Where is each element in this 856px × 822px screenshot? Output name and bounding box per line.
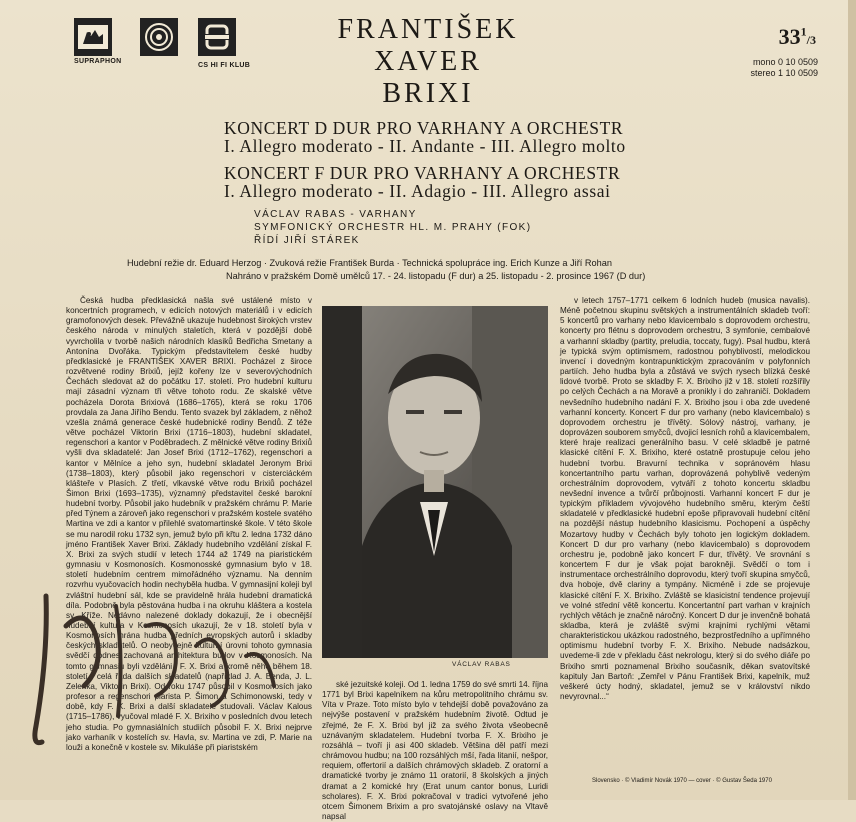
- composer-last-name: BRIXI: [382, 78, 474, 109]
- concert1-title: KONCERT D DUR PRO VARHANY A ORCHESTR: [224, 118, 624, 138]
- notes-middle-column: [322, 680, 548, 822]
- catalog-stereo: stereo 1 10 0509: [750, 68, 818, 78]
- performer-conductor: ŘÍDÍ JIŘÍ STÁREK: [254, 235, 360, 246]
- rpm-speed: $33^1/3$: [778, 24, 816, 49]
- concert2-movements: I. Allegro moderato - II. Adagio - III. Allegro assai: [224, 181, 611, 201]
- notes-right-column: [560, 296, 810, 770]
- notes-left-column: [66, 296, 312, 770]
- performer-photo: [322, 306, 548, 658]
- supraphon-label: SUPRAPHON: [74, 58, 122, 65]
- concert1-movements: I. Allegro moderato - II. Andante - III. Allegro molto: [224, 136, 626, 156]
- production-credits: Hudební režie dr. Eduard Herzog · Zvuková režie František Burda · Technická spolupráce ing. Erich Kunze a Jiří Rohan: [127, 258, 612, 268]
- performer-orchestra: SYMFONICKÝ ORCHESTR HL. M. PRAHY (FOK): [254, 222, 532, 233]
- composer-name: [0, 14, 856, 110]
- performer-soloist: VÁCLAV RABAS - VARHANY: [254, 209, 417, 220]
- composer-middle-name: XAVER: [374, 46, 482, 77]
- catalog-mono: mono 0 10 0509: [752, 57, 818, 67]
- hifi-club-label: CS HI FI KLUB: [198, 62, 251, 69]
- composer-first-name: FRANTIŠEK: [337, 14, 519, 45]
- notes-left-text: Česká hudba předklasická našla své ustálené místo v koncertních programech, v edicích notových materiálů i v edicích gramofonových desek. Převážně ukazuje hudebnost širokých vrstev českého národa v minulých staletích, která v pozdější době vyvrcholila v tvorbě našich národních klasiků Bedřicha Smetany a Antonína Dvořáka. Typickým představitelem české hudby předklasické je FRANTIŠEK XAVER BRIXI. Pocházel z široce rozvětvené rodiny Brixiů, jejíž kořeny lze v severovýchodních Čechách sledovat až do počátku 17. století. Pro hudební kulturu mají zásadní význam tři větve tohoto rodu. Ze skalské větve pocházela Dorota Brixiová (1686–1765), která se roku 1706 provdala za Jana Jiřího Bendu. Tento svazek byl základem, z něhož vzešla známá generace české hudebnické rodiny Bendů. Z téže větve pocházel Viktorin Brixi (1716–1803), hudební skladatel, regenschori a kantor v Poděbradech. Z mělnické větve rodiny Brixiů vyšli dva skladatelé: Jan Josef Brixi (1712–1762), regenschori a kantor v Mělníce a jeho syn, hudební skladatel Jeronym Brixi (1738–1803), který působil jako regenschori v cisterciáckém klášteře v Plasích. Z třetí, vlkavské větve rodu Brixiů pocházel Šimon Brixi (1693–1735), významný představitel české barokní hudební tvorby. Působil jako hudebník v pražském chrámu P. Marie před Týnem a zároveň jako regenschori v pražském kostele svatého Martina ve zdi a kantor v přilehlé svatomartinské škole. V této škole se mu narodil roku 1732 syn, jemuž bylo při křtu 2. ledna 1732 dáno jméno František Xaver Brixi. Základy hudebního vzdělání získal F. X. Brixi za svých studií v letech 1744 až 1749 na piaristickém gymnasiu v Kosmonosích. Kosmonosské gymnasium bylo v 18. století hudebním centrem mimořádného významu. Na denním rozvrhu vyučovacích hodin nechyběla hudba. V gymnasijní koleji byl zvláštní hudební sál, kde se pravidelně hrála hudební dramatická díla. Podobně byla pěstována hudba i na okruhu kláštera a kostela sv. Kříže. Nedávno nalezené doklady dokazují, že i obecnější hudební kultura v Kosmonosích ukazují, že v 18. století byla v Kosmonosích hrána hudba předních evropských autorů i skladby českých skladatelů. O neobyčejně kulturní úrovni tohoto gymnasia svědčí dodnes zachovaná architektura budov v Kosmonosích. Na tomto gymnasiu byli vzděláni i F. X. Brixi a kromě něho během 18. století i celá řada dalších skladatelů (například J. A. Benda, J. L. Zelenka, Viktorin Brixi). Od roku 1747 působil v Kosmonosích jako profesor a regenschori piarista P. Šimon a Schimonowski, tedy v době, kdy F. X. Brixi a další skladatelé studovali. Václav Kalous (1715–1786), vyučoval mladé F. X. Brixiho v posledních dvou letech jeho studia. Po gymnasiálních studiích působil F. X. Brixi nejprve jako varhaník v kostelích sv. Havla, sv. Martina ve zdi, P. Marie na louži a konečně v kostele sv. Mikuláše při piaristském: [66, 296, 312, 752]
- recording-info: Nahráno v pražském Domě umělců 17. - 24. listopadu (F dur) a 25. listopadu - 2. prosince 1967 (D dur): [226, 271, 646, 281]
- concert2-title: KONCERT F DUR PRO VARHANY A ORCHESTR: [224, 163, 621, 183]
- notes-middle-text: ské jezuitské koleji. Od 1. ledna 1759 do své smrti 14. října 1771 byl Brixi kapelníkem na kůru metropolitního chrámu sv. Víta v Praze. Toto místo bylo v tehdejší době považováno za nejvýše postavení v pražském hudebním životě. Odtud je zřejmé, že F. X. Brixi byl již za svého života všeobecně uznávaným skladatelem. Hudební tvorba F. X. Brixiho je rozsáhlá – tvoří ji asi 400 skladeb. Většina děl patří mezi chrámovou hudbu; na 100 rozsáhlých mší, řada litanií, nešpor, requiem, offertorií a dalších chrámových skladeb. Z oratorní a dramatické tvorby je známo 11 oratorií, 8 školských a jiných dramat a 2 komické hry (Erat unum cantor bonus, Luridi scholares). F. X. Brixi pokračoval v tradici vytvořené jeho otcem Šimonem Brixim a pro svatojánské oslavy na Vltavě napsal: [322, 680, 548, 822]
- footer-credits: Slovensko · © Vladimír Novák 1970 — cover · © Gustav Šeda 1970: [592, 778, 772, 784]
- photo-caption: VÁCLAV RABAS: [452, 661, 511, 668]
- sleeve-edge: [848, 0, 856, 800]
- portrait-icon: [322, 306, 548, 658]
- notes-right-text: v letech 1757–1771 celkem 6 lodních hudeb (musica navalis). Méně početnou skupinu světských a instrumentálních skladeb tvoří: 5 koncertů pro varhany nebo klavicembalo s doprovodem orchestru, koncerty pro flétnu s doprovodem orchestru, 3 symfonie, cembalové a varhanní skladby (partity, preludia, toccaty, fugy). Psal hudbu, která je typická svým optimismem, radostnou pohyblivostí, melodickou invencí i dovedným kontrapunktickým zpracováním v polyfonních partiích. Jeho hudba byla a zůstává ve svých rysech blízká české lidové tvorbě. Proto se skladby F. X. Brixiho již v 18. století rozšířily po celých Čechách a na Moravě a pronikly i do zahraničí. Dokladem nevšedního hudebního nadání F. X. Brixiho jsou i oba zde uvedené varhanní koncerty. Koncert F dur pro varhany (nebo klavicembalo) s doprovodem orchestru je třívětý. Sólový nástroj, varhany, je doprovázen souborem smyčců, dvojicí lesních rohů a klavicembalem, které hraje realizaci generálního basu. V celé skladbě je patrné klasické cítění F. X. Brixiho, které ostatně prostupuje celou jeho hudební tvorbu. Bravurní technika v sopránovém hlasu koncertantního partu varhan, doprovázená pohyblivě vedeným orchestrálním doprovodem, vytváří z tohoto koncertu skladbu nevšední invence a tvůrčí průbojnosti. Varhanní koncert F dur je typickým příkladem vývojového hudebního směru, kterým čeští skladatelé v předklasické hudební epoše připravovali hudební cítění na pozdější nástup hudebního klasicismu. Pochopení a úspěchy Mozartovy hudby v Čechách byly tohoto jen logickým dokladem. Koncert D dur pro varhany (nebo klavicembalo) s doprovodem orchestru je, podobně jako koncert F dur, třívětý. Ve srovnání s koncertem F dur je však pojat barokněji. Svědčí o tom i instrumentace orchestrálního doprovodu, který tvoří skupina smyčců, dva hoboje, dvě clariny a tympány. Nicméně i zde se projevuje klasické cítění F. X. Brixiho. Zvláště se klasicistní tendence projevují ve volné střední větě koncertu. Koncertantní part varhan v krajních rychlých větách je značně náročný. Koncert D dur je invenčně bohatá skladba, která je zvláště svými krajními rychlými větami charakteristickou ukázkou radostného, bezprostředního a upřímného optimismu hudební tvorby F. X. Brixiho. Nebude nadsázkou, uvedeme-li zde v překladu část nekrologu, který si do svého diáře po Brixiho smrti poznamenal Brixiho současník, děkan svatovítské kapituly Jan Bartoň: „Zemřel v Pánu František Brixi, kapelník, muž veškeré úcty hodný, skladatel, jemuž se v království nikdo nevyrovnal...“: [560, 296, 810, 702]
